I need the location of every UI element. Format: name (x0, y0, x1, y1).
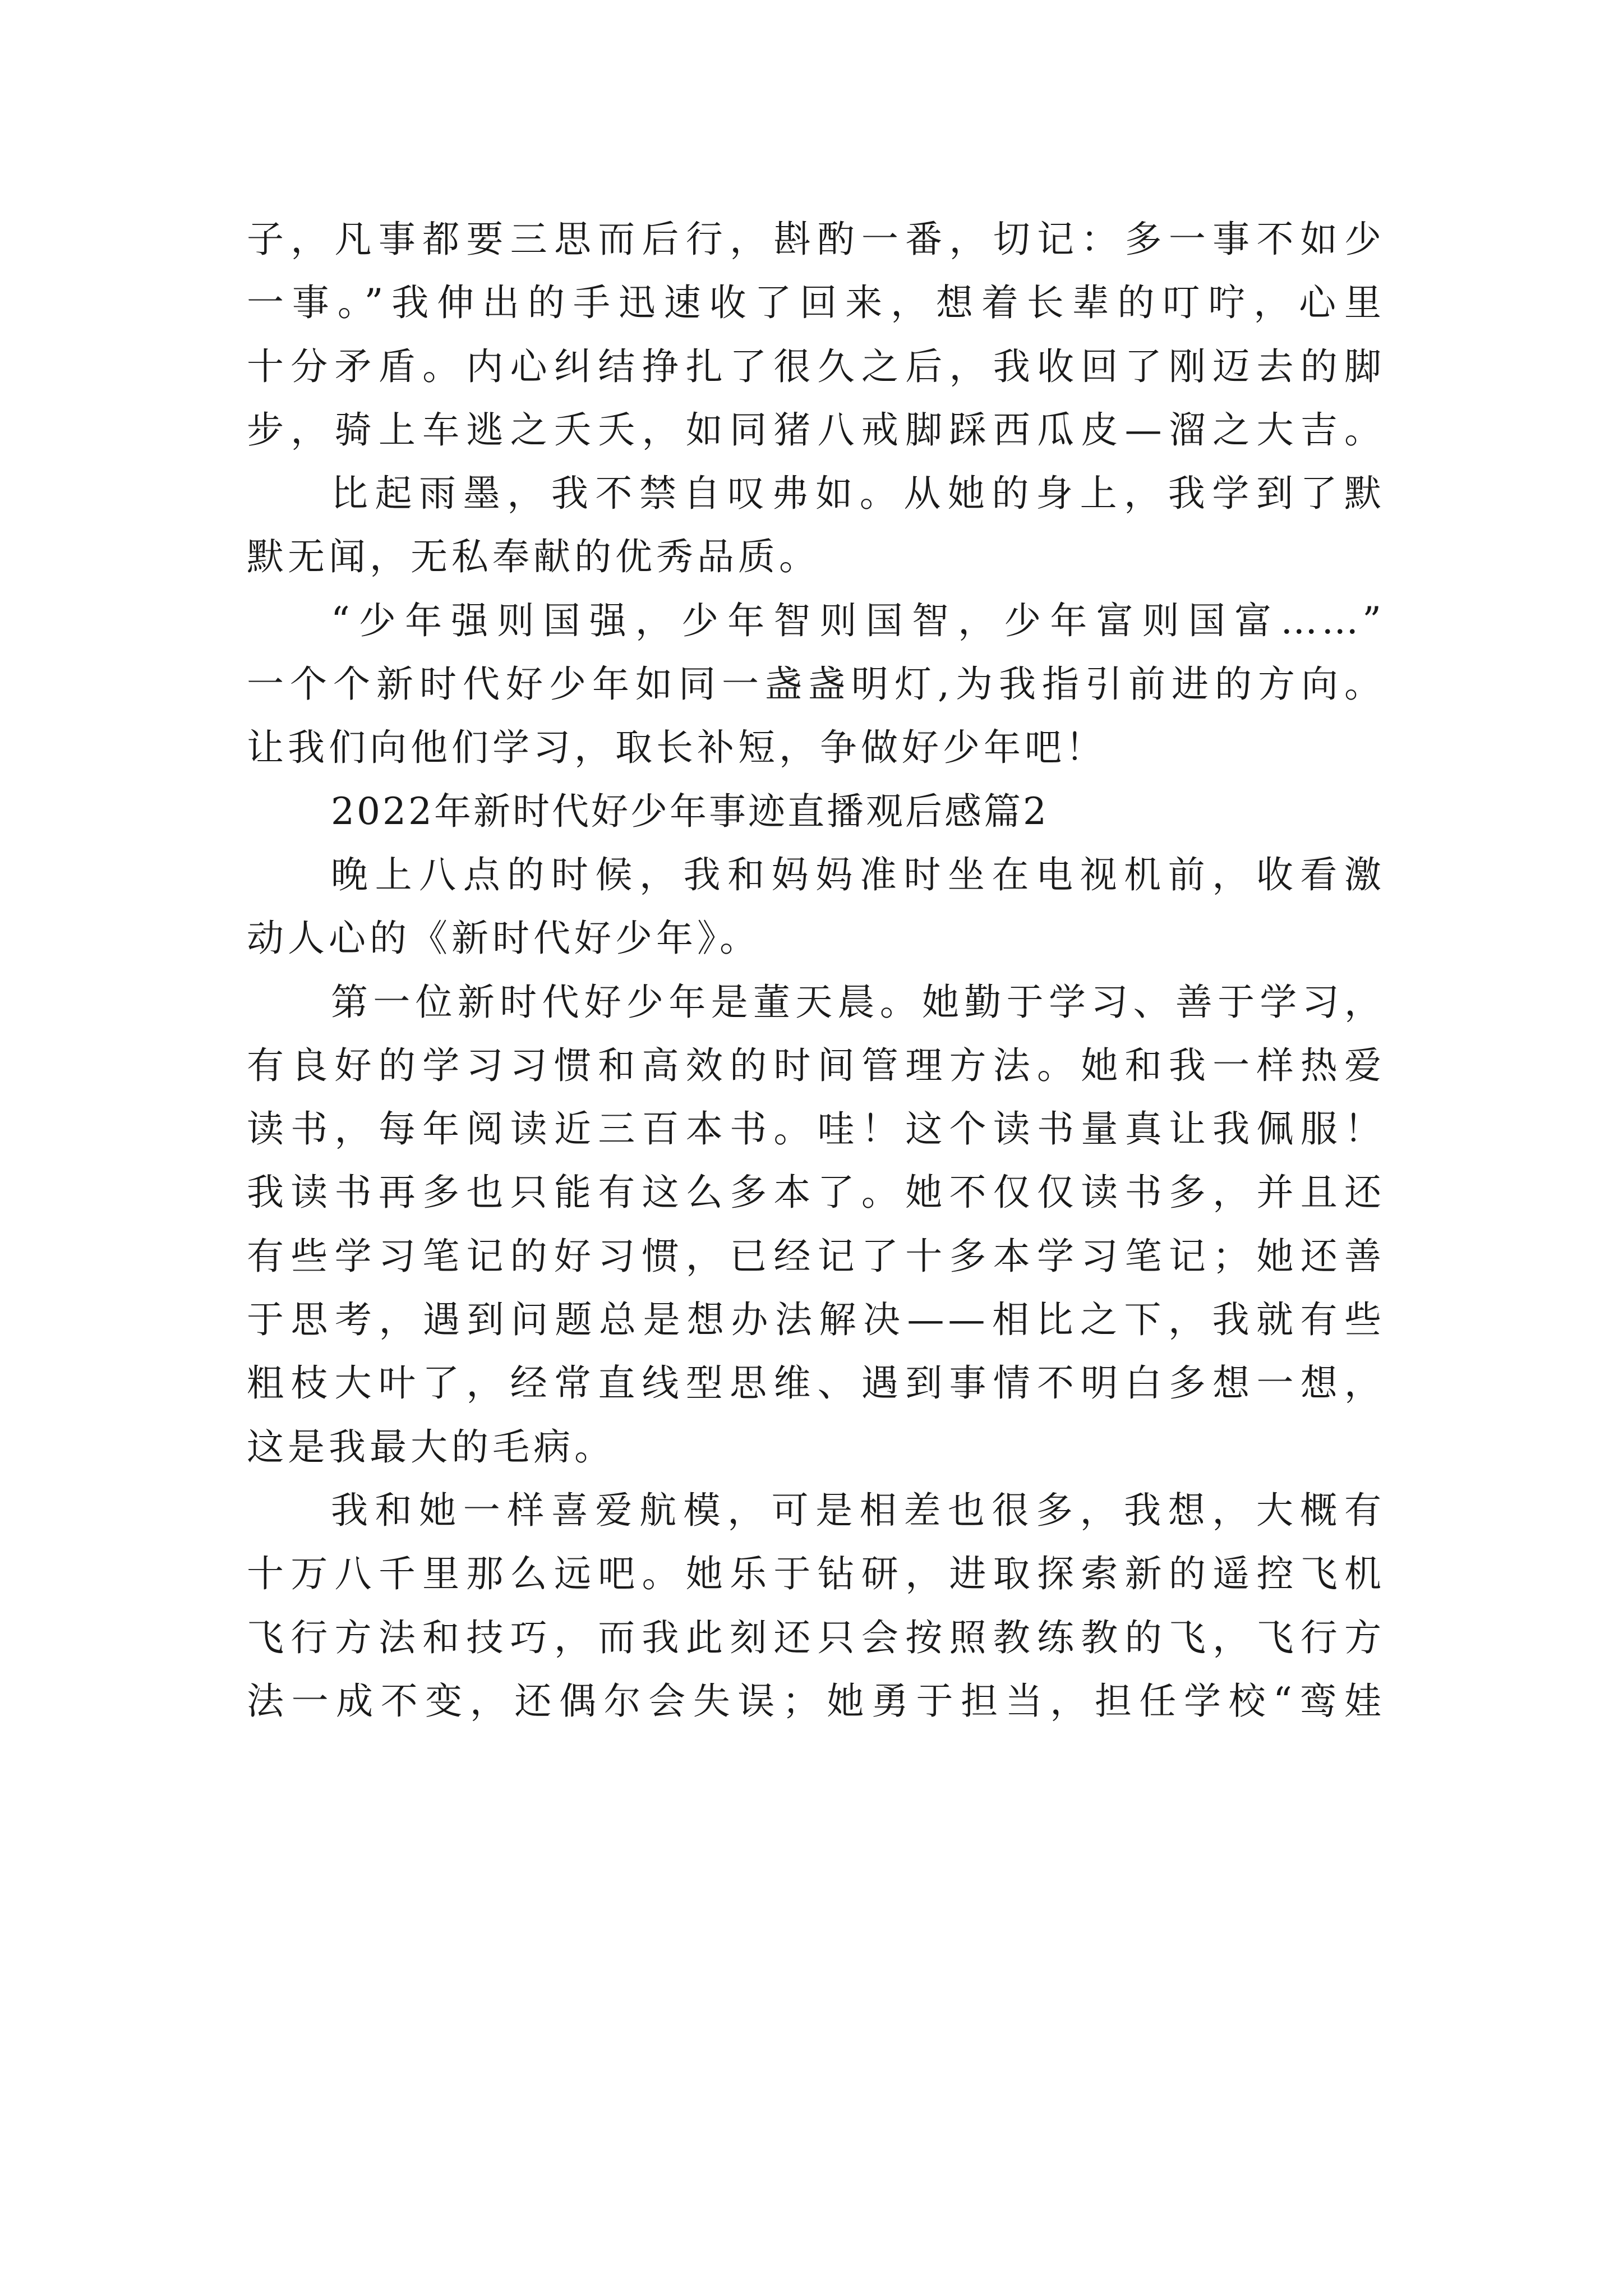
text-line: 十分矛盾。内心纠结挣扎了很久之后，我收回了刚迈去的脚 (247, 344, 1385, 388)
text-line: 默无闻，无私奉献的优秀品质。 (247, 535, 820, 579)
text-line: 第一位新时代好少年是董天晨。她勤于学习、善于学习， (331, 980, 1385, 1024)
text-line: 子，凡事都要三思而后行，斟酌一番，切记：多一事不如少 (247, 218, 1385, 261)
text-line: 这是我最大的毛病。 (247, 1425, 615, 1469)
text-line: 有些学习笔记的好习惯，已经记了十多本学习笔记；她还善 (247, 1234, 1385, 1278)
text-line: 一事。”我伸出的手迅速收了回来，想着长辈的叮咛，心里 (247, 281, 1385, 325)
text-line: 步，骑上车逃之夭夭，如同猪八戒脚踩西瓜皮—溜之大吉。 (247, 408, 1385, 452)
text-line: 于思考，遇到问题总是想办法解决——相比之下，我就有些 (247, 1298, 1385, 1342)
section-heading: 2022年新时代好少年事迹直播观后感篇2 (331, 789, 1049, 833)
text-line: 让我们向他们学习，取长补短，争做好少年吧！ (247, 726, 1106, 770)
text-line: 比起雨墨，我不禁自叹弗如。从她的身上，我学到了默 (331, 472, 1385, 516)
text-line: 法一成不变，还偶尔会失误；她勇于担当，担任学校“鸾娃 (247, 1679, 1385, 1723)
text-line: 读书，每年阅读近三百本书。哇！这个读书量真让我佩服！ (247, 1107, 1385, 1151)
text-line: 飞行方法和技巧，而我此刻还只会按照教练教的飞，飞行方 (247, 1616, 1385, 1659)
text-line: 粗枝大叶了，经常直线型思维、遇到事情不明白多想一想， (247, 1361, 1385, 1405)
text-line: 一个个新时代好少年如同一盏盏明灯,为我指引前进的方向。 (247, 662, 1385, 706)
text-line: 有良好的学习习惯和高效的时间管理方法。她和我一样热爱 (247, 1043, 1385, 1087)
text-line: “少年强则国强，少年智则国智，少年富则国富……” (331, 599, 1385, 642)
text-line: 我读书再多也只能有这么多本了。她不仅仅读书多，并且还 (247, 1171, 1385, 1214)
text-line: 晚上八点的时候，我和妈妈准时坐在电视机前，收看激 (331, 853, 1385, 896)
text-line: 十万八千里那么远吧。她乐于钻研，进取探索新的遥控飞机 (247, 1552, 1385, 1596)
text-line: 动人心的《新时代好少年》。 (247, 917, 760, 960)
text-line: 我和她一样喜爱航模，可是相差也很多，我想，大概有 (331, 1488, 1385, 1532)
body-text (247, 208, 1385, 1733)
